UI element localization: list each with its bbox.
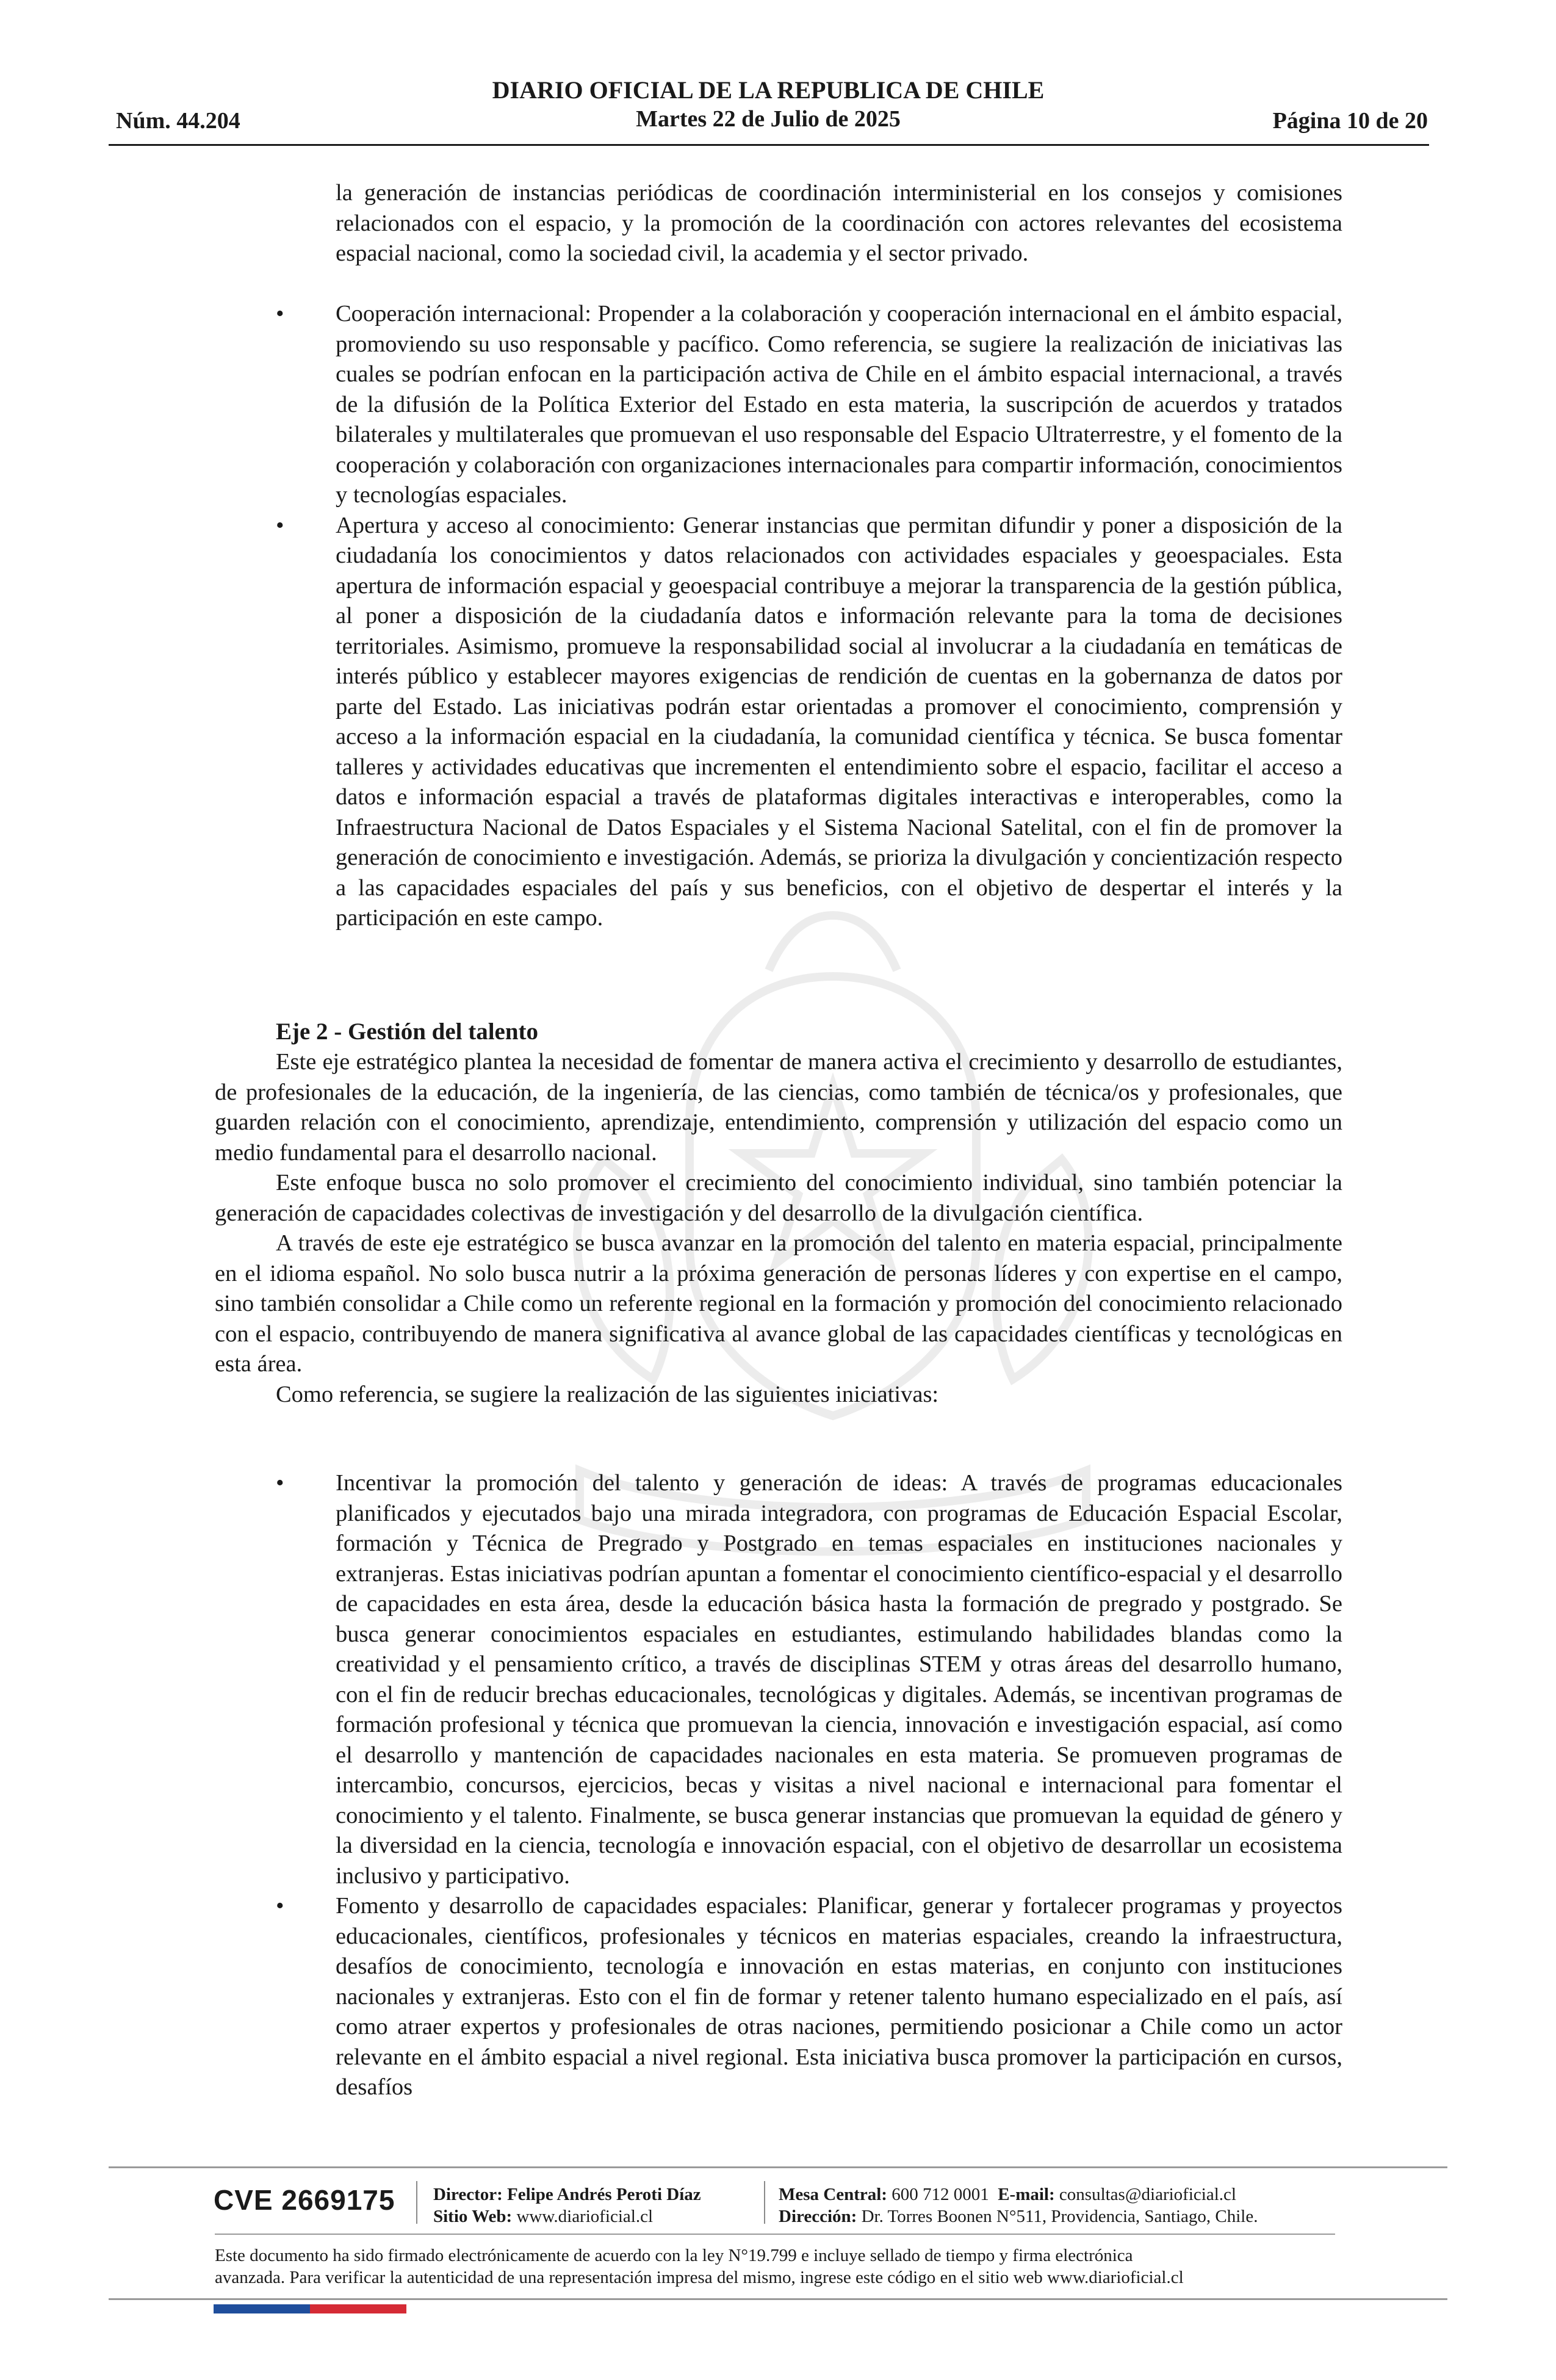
header-center (109, 76, 1428, 133)
bullet-list-second (276, 1468, 1342, 2103)
bullet-marker: • (276, 512, 284, 538)
director-name: Felipe Andrés Peroti Díaz (507, 2185, 701, 2204)
site-link[interactable]: www.diarioficial.cl (516, 2207, 654, 2226)
section-paragraph: Este eje estratégico plantea la necesidad de fomentar de manera activa el crecimiento y desarrollo de estudiantes, de profesionales de la educación, de la ingeniería, de las ciencias, como también de técnica/os y profesionales, que guarden relación con el conocimiento, aprendizaje, entendimiento, comprensión y utilización del espacio como un medio fundamental para el desarrollo nacional. (215, 1049, 1342, 1166)
section-paragraph: Este enfoque busca no solo promover el crecimiento del conocimiento individual, sino también potenciar la generación de capacidades colectivas de investigación y del desarrollo de la divulgación científica. (215, 1170, 1342, 1226)
bullet-text: Fomento y desarrollo de capacidades espaciales: Planificar, generar y fortalecer programas y proyectos educacionales, científicos, profesionales y técnicos en materias espaciales, creando la infraestructura, desafíos de conocimiento, tecnología e innovación en estas materias, en conjunto con instituciones nacionales y extranjeras. Esto con el fin de formar y retener talento humano especializado en el país, así como atraer expertos y profesionales de otras naciones, permitiendo posicionar a Chile como un actor relevante en el ámbito espacial a nivel regional. Esta iniciativa busca promover la participación en cursos, desafíos (336, 1893, 1342, 2100)
bullet-marker: • (276, 301, 284, 326)
list-item (276, 511, 1342, 934)
flag-stripe-blue (214, 2304, 310, 2313)
bullet-marker: • (276, 1470, 284, 1496)
phone-label: Mesa Central: (779, 2185, 887, 2204)
list-item (276, 299, 1342, 511)
list-item (276, 1891, 1342, 2103)
footer-director-block (433, 2183, 701, 2227)
footer-separator (764, 2181, 765, 2224)
footer-rule-bottom (109, 2298, 1447, 2300)
bullet-marker: • (276, 1893, 284, 1919)
bullet-text: Cooperación internacional: Propender a la colaboración y cooperación internacional en el ámbito espacial, promoviendo su uso responsable y pacífico. Como referencia, se sugiere la realización de iniciativas las cuales se podrían enfocan en la participación activa de Chile en el ámbito espacial internacional, a través de la difusión de la Política Exterior del Estado en esta materia, la suscripción de acuerdos y tratados bilaterales y multilaterales que promuevan el uso responsable del Espacio Ultraterrestre, y el fomento de la cooperación y colaboración con organizaciones internacionales para compartir información, conocimientos y tecnologías espaciales. (336, 301, 1342, 508)
list-item (276, 1468, 1342, 1891)
address-value: Dr. Torres Boonen N°511, Providencia, Santiago, Chile. (861, 2207, 1258, 2226)
director-label: Director: (433, 2185, 503, 2204)
bullet-text: Incentivar la promoción del talento y generación de ideas: A través de programas educacionales planificados y ejecutados bajo una mirada integradora, con programas de Educación Espacial Escolar, formación y Técnica de Pregrado y Postgrado en temas espaciales en instituciones nacionales y extranjeras. Estas iniciativas podrían apuntan a fomentar el conocimiento científico-espacial y el desarrollo de capacidades en esta área, desde la educación básica hasta la formación de pregrado y postgrado. Se busca generar conocimientos espaciales en estudiantes, estimulando habilidades blandas como la creatividad y el pensamiento crítico, a través de disciplinas STEM y otras áreas del desarrollo humano, con el fin de reducir brechas educacionales, tecnológicas y digitales. Además, se incentivan programas de formación profesional y técnica que promuevan la ciencia, innovación e investigación espacial, así como el desarrollo y mantención de capacidades nacionales en esta materia. Se promueven programas de intercambio, concursos, ejercicios, becas y visitas a nivel nacional e internacional para fomentar el conocimiento y el talento. Finalmente, se busca generar instancias que promuevan la equidad de género y la diversidad en la ciencia, tecnología e innovación espacial, con el objetivo de desarrollar un ecosistema inclusivo y participativo. (336, 1470, 1342, 1889)
section-paragraph: Como referencia, se sugiere la realización de las siguientes iniciativas: (276, 1381, 939, 1407)
footer-separator (416, 2181, 417, 2224)
continuation-paragraph: la generación de instancias periódicas de coordinación interministerial en los consejos y comisiones relacionados con el espacio, y la promoción de la coordinación con actores relevantes del ecosistema espacial nacional, como la sociedad civil, la academia y el sector privado. (336, 180, 1342, 266)
publication-date: Martes 22 de Julio de 2025 (636, 106, 901, 132)
section-body (215, 1047, 1342, 1410)
site-label: Sitio Web: (433, 2207, 513, 2226)
email-link[interactable]: consultas@diarioficial.cl (1059, 2185, 1236, 2204)
signature-note-line: avanzada. Para verificar la autenticidad de una representación impresa del mismo, ingrese este código en el sitio web www.diarioficial.cl (215, 2268, 1184, 2287)
cve-code: CVE 2669175 (214, 2184, 395, 2216)
issue-number: Núm. 44.204 (116, 108, 240, 134)
phone-value: 600 712 0001 (891, 2185, 989, 2204)
footer-rule-top (109, 2166, 1447, 2168)
address-label: Dirección: (779, 2207, 857, 2226)
signature-note (215, 2245, 1362, 2288)
flag-stripe-red (310, 2304, 406, 2313)
bullet-text: Apertura y acceso al conocimiento: Generar instancias que permitan difundir y poner a disposición de la ciudadanía los conocimientos y datos relacionados con actividades espaciales y geoespaciales. Esta apertura de información espacial y geoespacial contribuye a mejorar la transparencia de la gestión pública, al poner a disposición de la ciudadanía datos e información relevante para la toma de decisiones territoriales. Asimismo, promueve la responsabilidad social al involucrar a la ciudadanía en temáticas de interés público y establecer mayores exigencias de rendición de cuentas en la gobernanza de datos por parte del Estado. Las iniciativas podrán estar orientadas a promover el conocimiento, comprensión y acceso a la información espacial en la ciudadanía, la comunidad científica y técnica. Se busca fomentar talleres y actividades educativas que incrementen el entendimiento sobre el espacio, facilitar el acceso a datos e información espacial a través de plataformas digitales interactivas e interoperables, como la Infraestructura Nacional de Datos Espaciales y el Sistema Nacional Satelital, con el fin de promover la generación de conocimiento e investigación. Además, se prioriza la divulgación y concientización respecto a las capacidades espaciales del país y sus beneficios, con el objetivo de despertar el interés y la participación en este campo. (336, 512, 1342, 931)
section-heading: Eje 2 - Gestión del talento (276, 1019, 539, 1045)
email-label: E-mail: (998, 2185, 1055, 2204)
page-header (109, 76, 1428, 144)
bullet-list-first (276, 299, 1342, 934)
header-rule (109, 144, 1429, 146)
footer-rule-mid (215, 2234, 1335, 2235)
footer-contact-block (779, 2183, 1258, 2227)
signature-note-line: Este documento ha sido firmado electrónicamente de acuerdo con la ley N°19.799 e incluye sellado de tiempo y firma electrónica (215, 2246, 1133, 2265)
publication-title: DIARIO OFICIAL DE LA REPUBLICA DE CHILE (492, 76, 1045, 104)
page-indicator: Página 10 de 20 (1272, 108, 1428, 134)
section-paragraph: A través de este eje estratégico se busca avanzar en la promoción del talento en materia espacial, principalmente en el idioma español. No solo busca nutrir a la próxima generación de personas líderes y con expertise en el campo, sino también consolidar a Chile como un referente regional en la formación y promoción del conocimiento relacionado con el espacio, contribuyendo de manera significativa al avance global de las capacidades científicas y tecnológicas en esta área. (215, 1230, 1342, 1377)
